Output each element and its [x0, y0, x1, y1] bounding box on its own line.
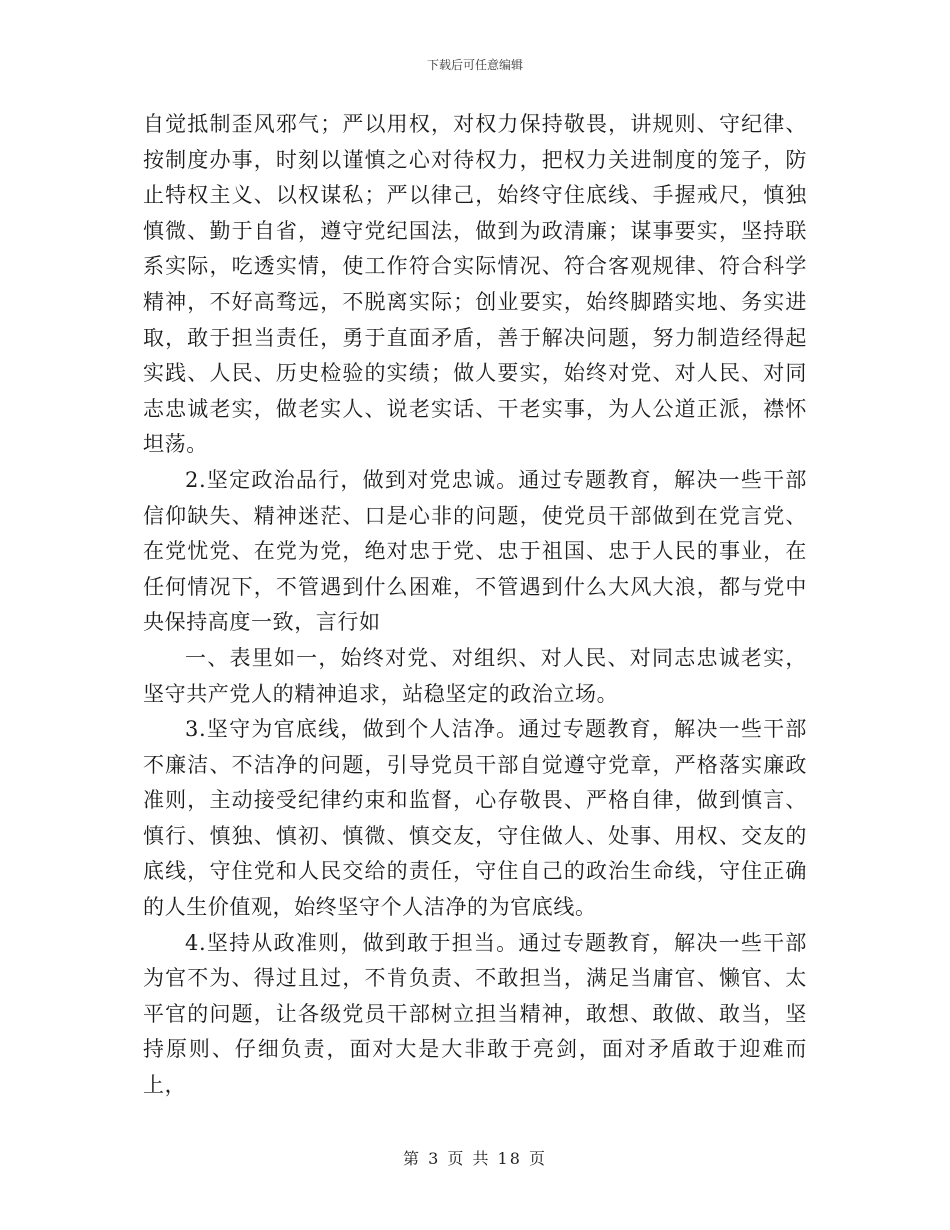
paragraph-4: 3.坚守为官底线，做到个人洁净。通过专题教育，解决一些干部不廉洁、不洁净的问题，引导党员干部自觉遵守党章，严格落实廉政准则，主动接受纪律约束和监督，心存敬畏、严格自律，做到慎言、慎行、慎独、慎初、慎微、慎交友，守住做人、处事、用权、交友的底线，守住党和人民交给的责任，守住自己的政治生命线，守住正确的人生价值观，始终坚守个人洁净的为官底线。	[143, 717, 807, 920]
paragraph-2: 2.坚定政治品行，做到对党忠诚。通过专题教育，解决一些干部信仰缺失、精神迷茫、口是心非的问题，使党员干部做到在党言党、在党忧党、在党为党，绝对忠于党、忠于祖国、忠于人民的事业，在任何情况下，不管遇到什么困难，不管遇到什么大风大浪，都与党中央保持高度一致，言行如	[143, 467, 807, 635]
paragraph-5: 4.坚持从政准则，做到敢于担当。通过专题教育，解决一些干部为官不为、得过且过，不肯负责、不敢担当，满足当庸官、懒官、太平官的问题，让各级党员干部树立担当精神，敢想、敢做、敢当，坚持原则、仔细负责，面对大是大非敢于亮剑，面对矛盾敢于迎难而上，	[143, 930, 807, 1098]
document-body	[143, 107, 807, 1104]
paragraph-1: 自觉抵制歪风邪气；严以用权，对权力保持敬畏，讲规则、守纪律、按制度办事，时刻以谨慎之心对待权力，把权力关进制度的笼子，防止特权主义、以权谋私；严以律己，始终守住底线、手握戒尺，慎独慎微、勤于自省，遵守党纪国法，做到为政清廉；谋事要实，坚持联系实际，吃透实情，使工作符合实际情况、符合客观规律、符合科学精神，不好高骛远，不脱离实际；创业要实，始终脚踏实地、务实进取，敢于担当责任，勇于直面矛盾，善于解决问题，努力制造经得起实践、人民、历史检验的实绩；做人要实，始终对党、对人民、对同志忠诚老实，做老实人、说老实话、干老实事，为人公道正派，襟怀坦荡。	[143, 112, 807, 457]
paragraph-3: 一、表里如一，始终对党、对组织、对人民、对同志忠诚老实，坚守共产党人的精神追求，站稳坚定的政治立场。	[143, 645, 807, 706]
page-number-footer: 第 3 页 共 18 页	[403, 1149, 547, 1168]
page-header: 下载后可任意编辑	[426, 58, 523, 72]
